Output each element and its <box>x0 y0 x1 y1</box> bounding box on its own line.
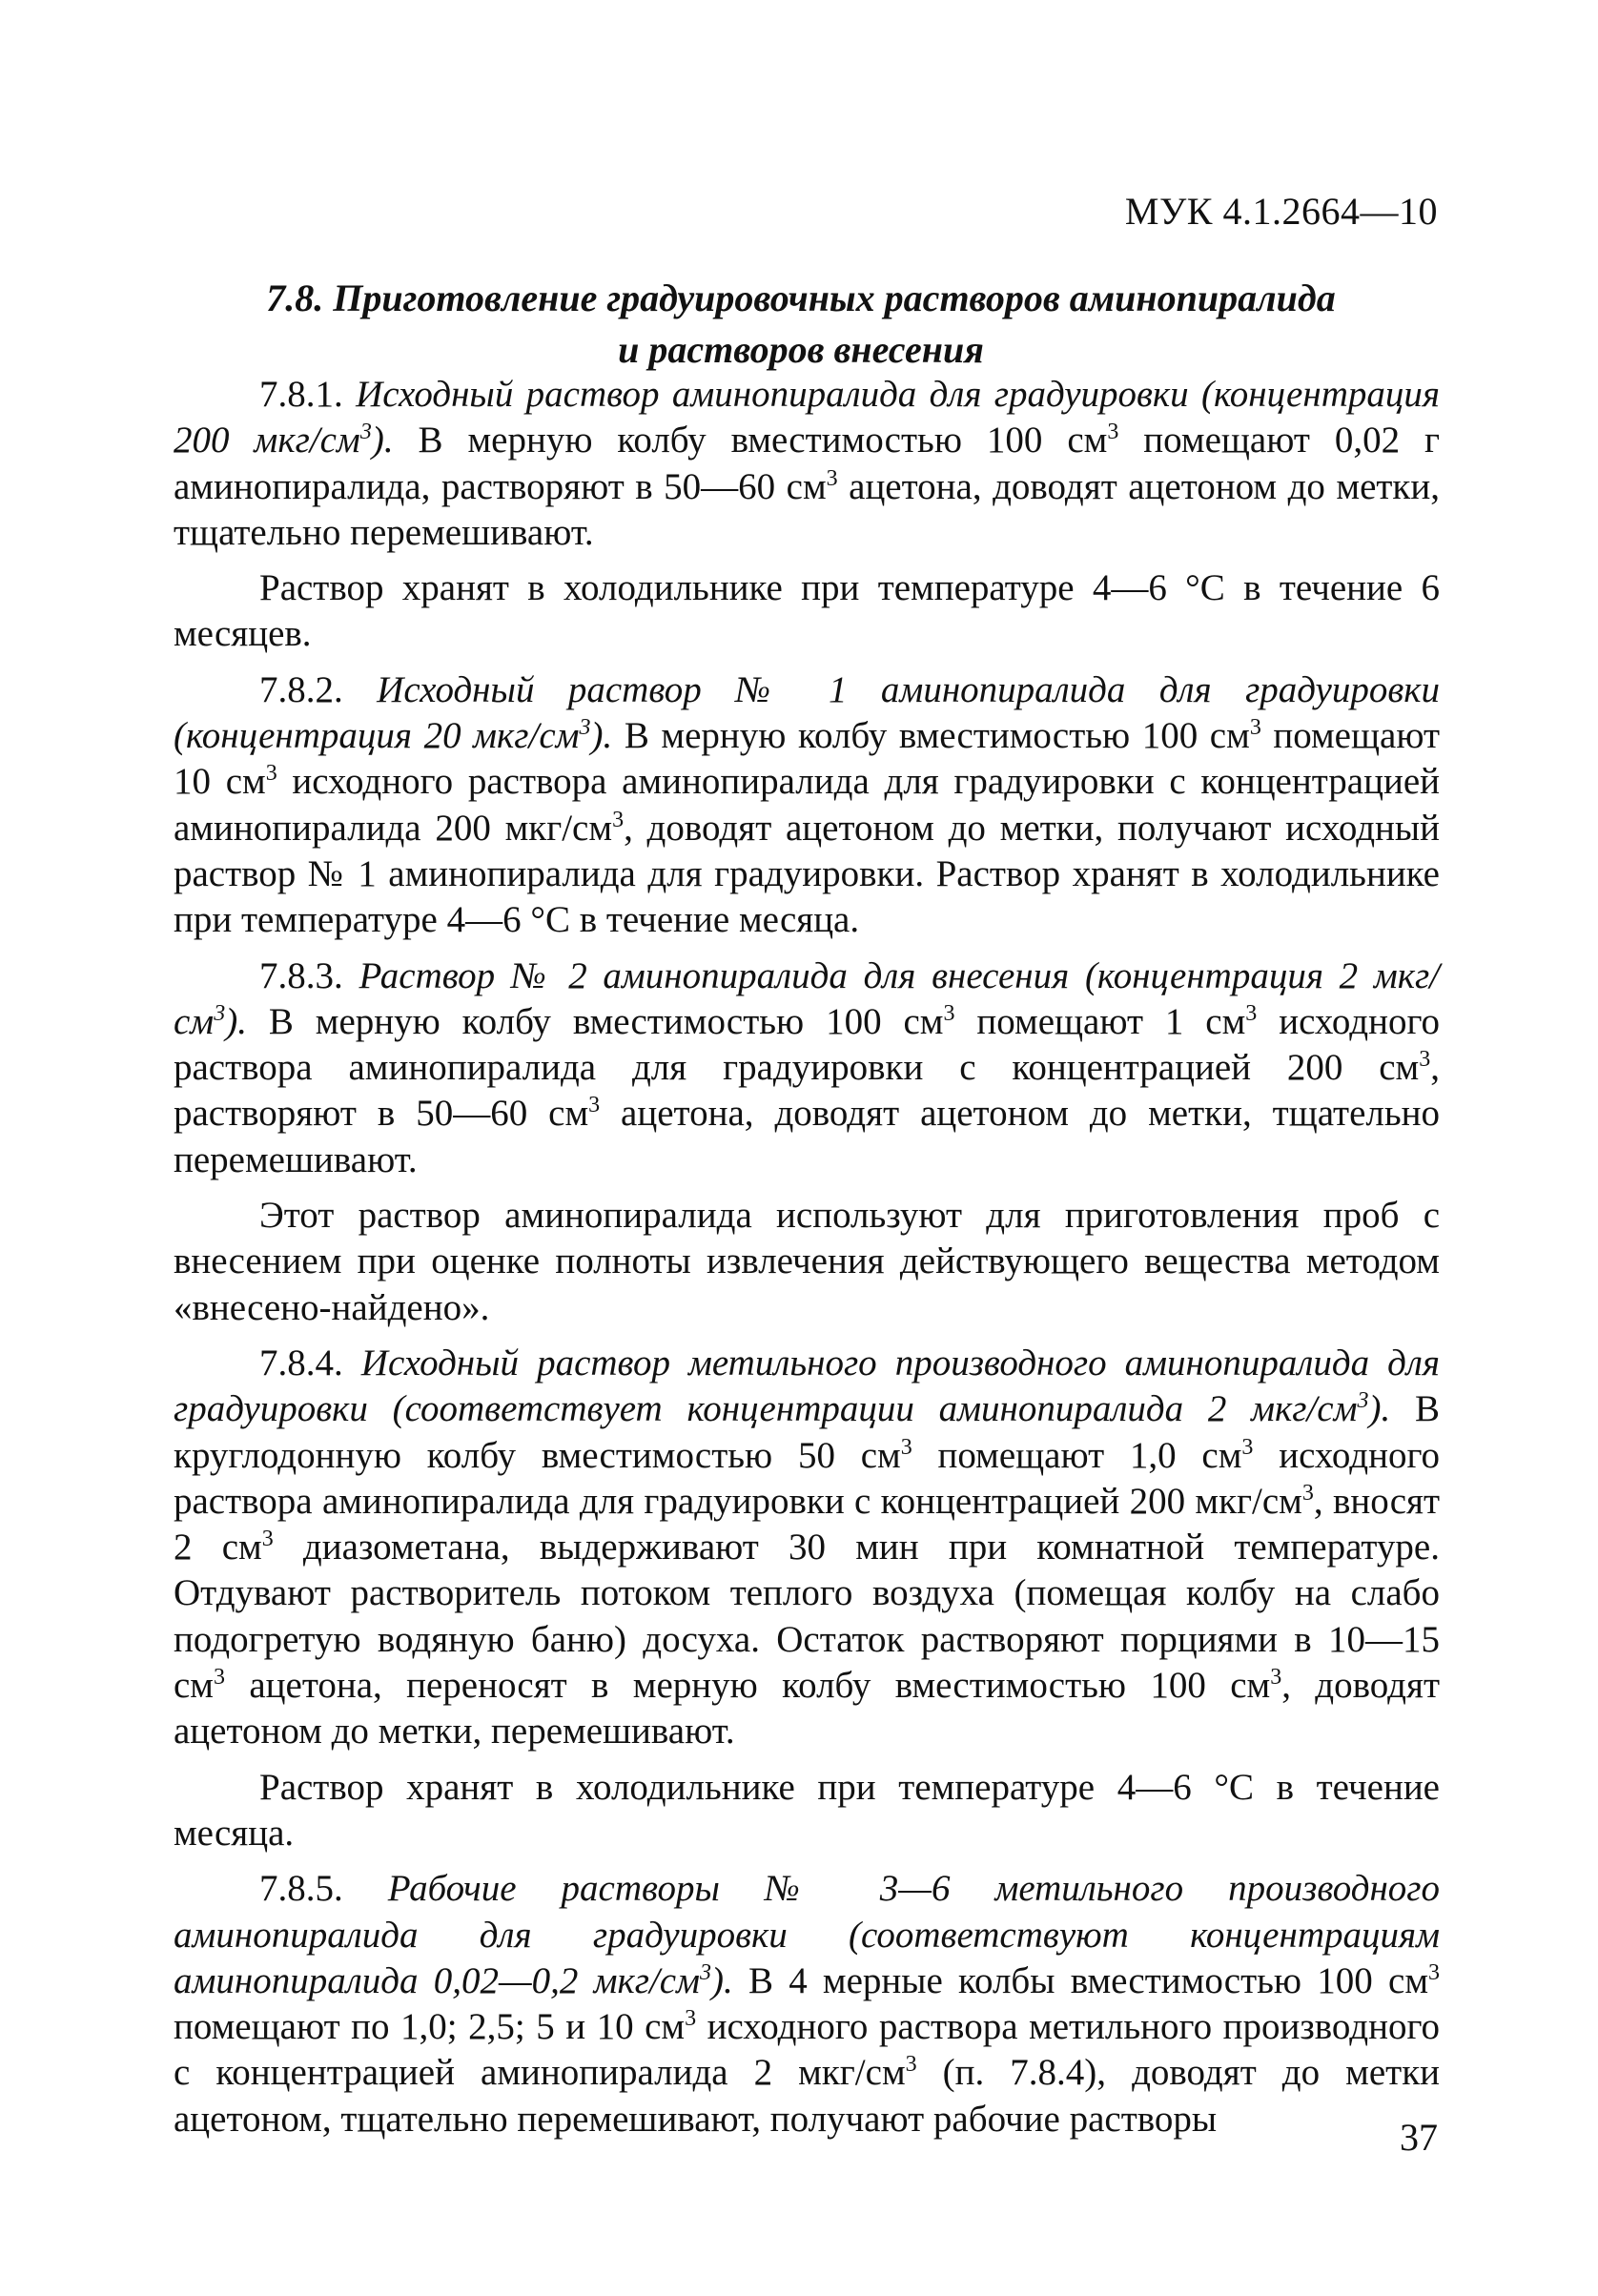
document-code-header: МУК 4.1.2664—10 <box>1124 190 1438 233</box>
clause-heading: Исходный раствор аминопиралида для градуировки (концентрация 200 мкг/$см^3$). <box>174 374 1440 461</box>
paragraph-7-8-3: 7.8.3. Раствор № 2 аминопиралида для внесения (концентрация 2 мкг/$см^3$). В мерную колбу вместимостью 100 $см^3$ помещают 1 $см^3$ исходного раствора аминопиралида для градуировки с концентрацией 200 $см^3$, растворяют в 50—60 $см^3$ ацетона, доводят ацетоном до метки, тщательно перемешивают. <box>174 954 1441 1180</box>
clause-number: 7.8.5. <box>259 1868 388 1910</box>
section-title-line-1: 7.8. Приготовление градуировочных растворов аминопиралида <box>266 277 1336 319</box>
document-body <box>174 372 1440 2142</box>
clause-number: 7.8.3. <box>259 954 359 996</box>
clause-heading: Рабочие растворы № 3—6 метильного производного аминопиралида для градуировки (соответствуют концентрациям аминопиралида 0,02—0,2 мкг/$см^3$). <box>174 1868 1441 2001</box>
clause-heading: Раствор № 2 аминопиралида для внесения (концентрация 2 мкг/$см^3$). <box>174 954 1441 1042</box>
paragraph-7-8-4: 7.8.4. Исходный раствор метильного производного аминопиралида для градуировки (соответствует концентрации аминопиралида 2 мкг/$см^3$). В круглодонную колбу вместимостью 50 $см^3$ помещают 1,0 $см^3$ исходного раствора аминопиралида для градуировки с концентрацией 200 мкг/$см^3$, вносят 2 $см^3$ диазометана, выдерживают 30 мин при комнатной температуре. Отдувают растворитель потоком теплого воздуха (помещая колбу на слабо подогретую водяную баню) досуха. Остаток растворяют порциями в 10—15 $см^3$ ацетона, переносят в мерную колбу вместимостью 100 $см^3$, доводят ацетоном до метки, перемешивают. <box>174 1342 1440 1753</box>
paragraph-usage: Этот раствор аминопиралида используют для приготовления проб с внесением при оценке полноты извлечения действующего вещества методом «внесено-найдено». <box>174 1195 1440 1328</box>
clause-number: 7.8.2. <box>259 668 378 710</box>
section-title-line-2: и растворов внесения <box>618 328 984 371</box>
paragraph-7-8-2: 7.8.2. Исходный раствор № 1 аминопиралида для градуировки (концентрация 20 мкг/$см^3$). В мерную колбу вместимостью 100 $см^3$ помещают 10 $см^3$ исходного раствора аминопиралида для градуировки с концентрацией аминопиралида 200 мкг/$см^3$, доводят ацетоном до метки, получают исходный раствор № 1 аминопиралида для градуировки. Раствор хранят в холодильнике при температуре 4—6 °С в течение месяца. <box>174 668 1441 941</box>
clause-heading: Исходный раствор метильного производного аминопиралида для градуировки (соответствует концентрации аминопиралида 2 мкг/$см^3$). <box>174 1342 1440 1430</box>
paragraph-storage-2: Раствор хранят в холодильнике при температуре 4—6 °С в течение месяца. <box>174 1766 1440 1854</box>
clause-number: 7.8.4. <box>259 1342 361 1384</box>
paragraph-storage-1: Раствор хранят в холодильнике при температуре 4—6 °С в течение 6 месяцев. <box>174 567 1440 655</box>
clause-number: 7.8.1. <box>259 374 357 415</box>
clause-heading: Исходный раствор № 1 аминопиралида для градуировки (концентрация 20 мкг/$см^3$). <box>174 668 1441 757</box>
page-number: 37 <box>1400 2116 1438 2159</box>
section-title <box>172 273 1430 376</box>
paragraph-7-8-5: 7.8.5. Рабочие растворы № 3—6 метильного производного аминопиралида для градуировки (соответствуют концентрациям аминопиралида 0,02—0,2 мкг/$см^3$). В 4 мерные колбы вместимостью 100 $см^3$ помещают по 1,0; 2,5; 5 и 10 $см^3$ исходного раствора метильного производного с концентрацией аминопиралида 2 мкг/$см^3$ (п. 7.8.4), доводят до метки ацетоном, тщательно перемешивают, получают рабочие растворы <box>174 1868 1441 2140</box>
paragraph-7-8-1: 7.8.1. Исходный раствор аминопиралида для градуировки (концентрация 200 мкг/$см^3$). В мерную колбу вместимостью 100 $см^3$ помещают 0,02 г аминопиралида, растворяют в 50—60 $см^3$ ацетона, доводят ацетоном до метки, тщательно перемешивают. <box>174 374 1441 553</box>
